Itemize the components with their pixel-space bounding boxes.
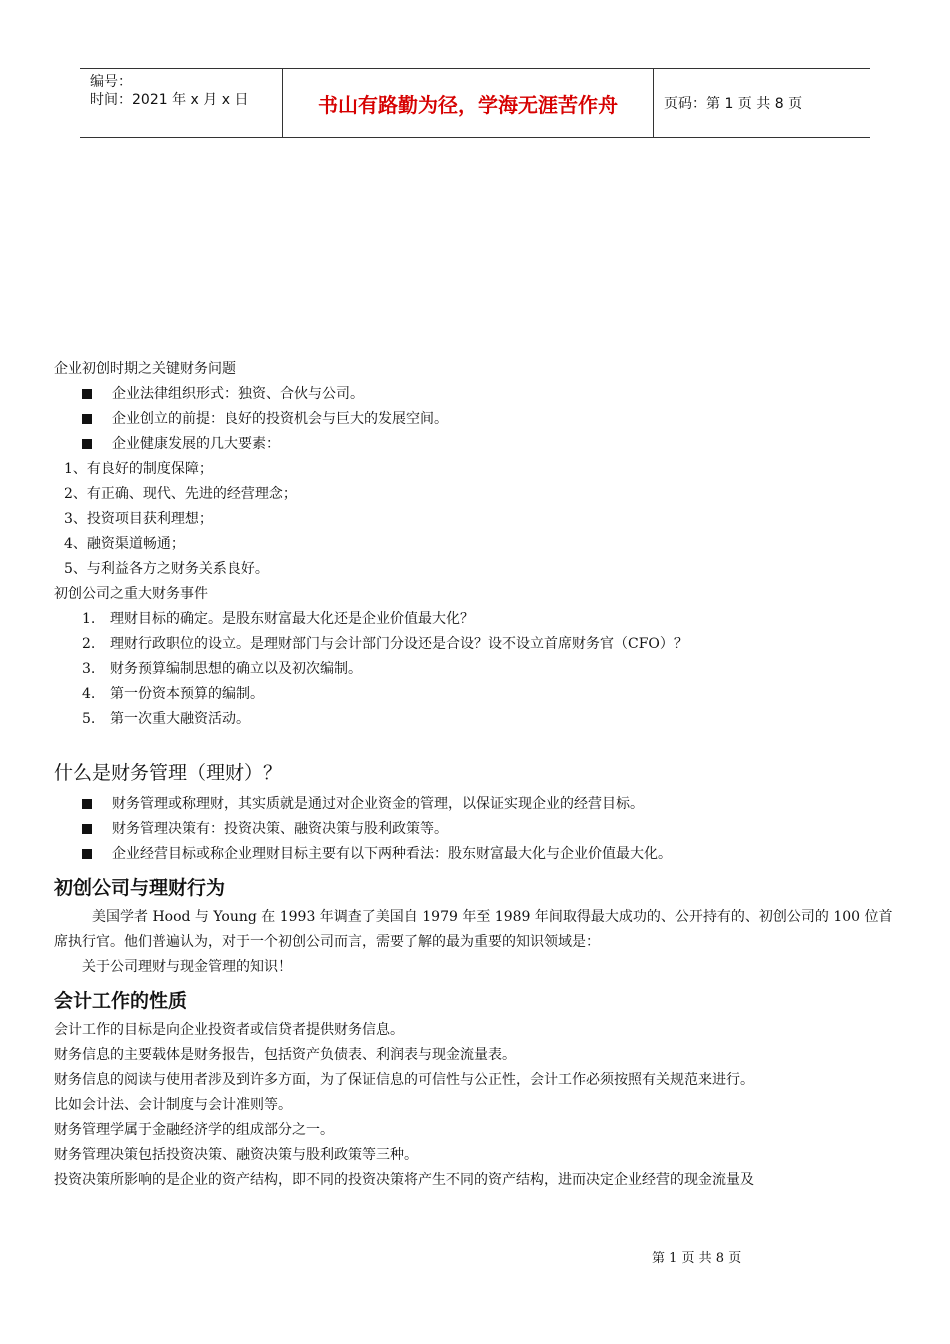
document-header [80,68,870,138]
square-bullet-icon [82,849,92,859]
bullet-item: 企业法律组织形式：独资、合伙与公司。 [54,382,900,407]
body-line: 会计工作的目标是向企业投资者或信贷者提供财务信息。 [54,1022,404,1038]
page-footer: 第 1 页 共 8 页 [652,1251,742,1266]
body-line: 财务管理决策包括投资决策、融资决策与股利政策等三种。 [54,1147,418,1163]
square-bullet-icon [82,439,92,449]
ordered-item: 1. 理财目标的确定。是股东财富最大化还是企业价值最大化？ [82,611,474,627]
page-label: 页码：第 1 页 共 8 页 [664,96,803,112]
factor-item: 3、投资项目获利理想； [64,511,213,527]
bullet-item: 财务管理决策有：投资决策、融资决策与股利政策等。 [54,817,900,842]
bullet-item: 企业经营目标或称企业理财目标主要有以下两种看法：股东财富最大化与企业价值最大化。 [54,842,900,867]
section-heading: 什么是财务管理（理财）？ [54,762,283,784]
paragraph: 美国学者 Hood 与 Young 在 1993 年调查了美国自 1979 年至 1989 年间取得最大成功的、公开持有的、初创公司的 100 位首席执行官。他们普遍认为，对于一个初创公司而言，需要了解的最为重要的知识领域是： [54,909,893,950]
body-line: 财务信息的主要载体是财务报告，包括资产负债表、利润表与现金流量表。 [54,1047,516,1063]
number-label: 编号： [90,74,132,90]
ordered-item: 4. 第一份资本预算的编制。 [82,686,264,702]
section-title: 初创公司之重大财务事件 [54,586,208,602]
ordered-item: 3. 财务预算编制思想的确立以及初次编制。 [82,661,362,677]
time-label: 时间：2021 年 x 月 x 日 [90,92,249,108]
square-bullet-icon [82,389,92,399]
header-page-cell [654,69,870,137]
section-title: 企业初创时期之关键财务问题 [54,361,236,377]
document-body [54,357,900,1193]
square-bullet-icon [82,824,92,834]
factor-item: 1、有良好的制度保障； [64,461,213,477]
ordered-item: 2. 理财行政职位的设立。是理财部门与会计部门分设还是合设？设不设立首席财务官（CFO）？ [82,636,688,652]
bullet-item: 企业创立的前提：良好的投资机会与巨大的发展空间。 [54,407,900,432]
factor-item: 4、融资渠道畅通； [64,536,185,552]
header-motto-cell [282,69,654,137]
bullet-item: 企业健康发展的几大要素： [54,432,900,457]
body-line: 财务信息的阅读与使用者涉及到许多方面，为了保证信息的可信性与公正性，会计工作必须按照有关规范来进行。 [54,1072,754,1088]
square-bullet-icon [82,414,92,424]
factor-item: 5、与利益各方之财务关系良好。 [64,561,269,577]
body-line: 投资决策所影响的是企业的资产结构，即不同的投资决策将产生不同的资产结构，进而决定企业经营的现金流量及 [54,1172,754,1188]
body-line: 财务管理学属于金融经济学的组成部分之一。 [54,1122,334,1138]
bullet-item: 财务管理或称理财，其实质就是通过对企业资金的管理，以保证实现企业的经营目标。 [54,792,900,817]
factor-item: 2、有正确、现代、先进的经营理念； [64,486,297,502]
section-heading: 会计工作的性质 [54,990,188,1012]
body-line: 比如会计法、会计制度与会计准则等。 [54,1097,292,1113]
section-heading: 初创公司与理财行为 [54,877,226,899]
conclusion-line: 关于公司理财与现金管理的知识！ [82,959,292,975]
motto-text: 书山有路勤为径，学海无涯苦作舟 [318,92,618,117]
header-meta [80,69,282,137]
square-bullet-icon [82,799,92,809]
ordered-item: 5. 第一次重大融资活动。 [82,711,250,727]
